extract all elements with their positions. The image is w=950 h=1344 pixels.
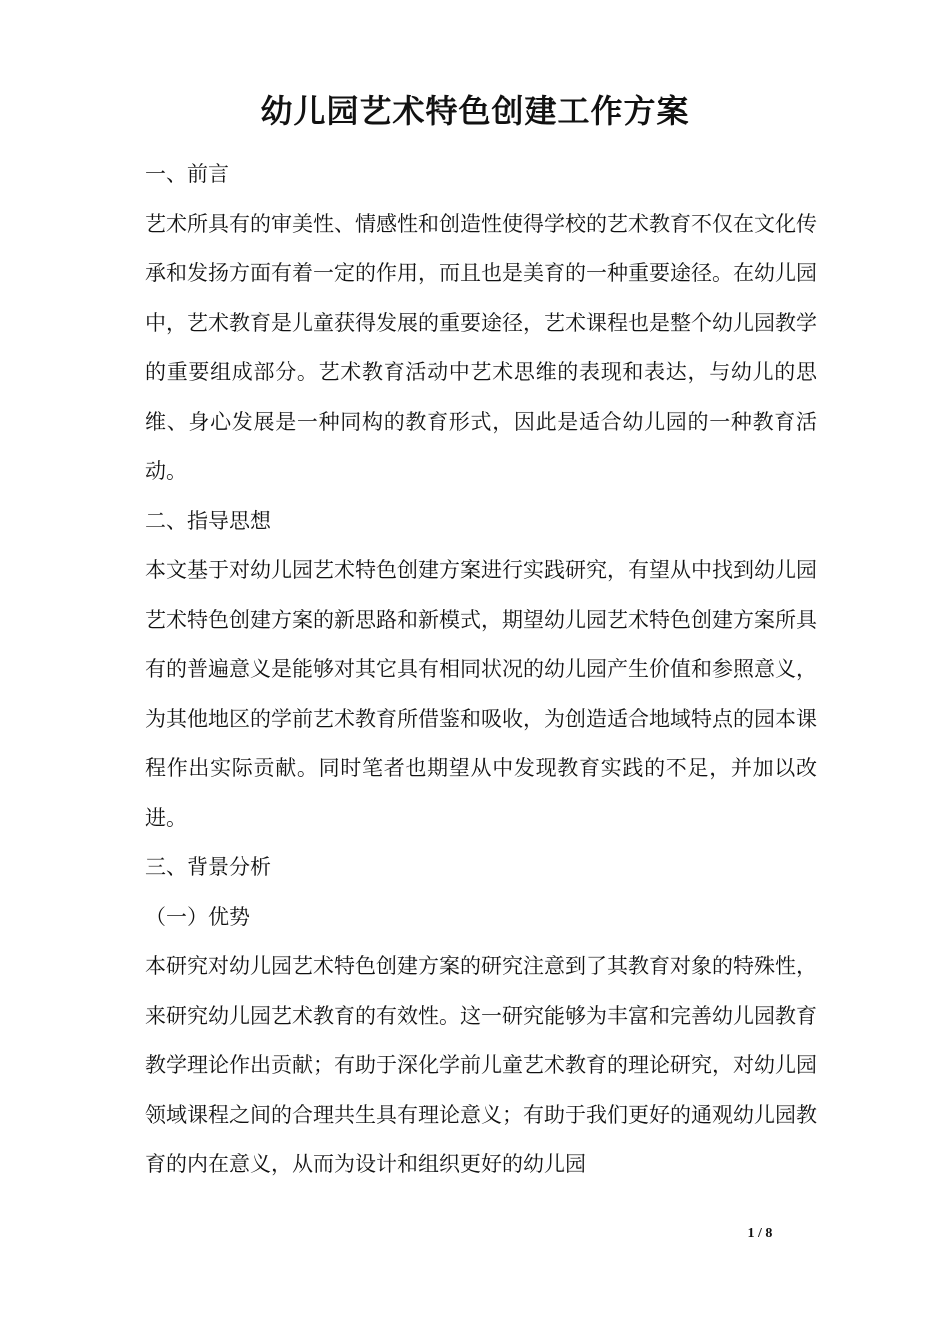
paragraph-guiding-ideology: 本文基于对幼儿园艺术特色创建方案进行实践研究，有望从中找到幼儿园艺术特色创建方案的新思路和新模式，期望幼儿园艺术特色创建方案所具有的普遍意义是能够对其它具有相同状况的幼儿园产生价值和参照意义，为其他地区的学前艺术教育所借鉴和吸收，为创造适合地域特点的园本课程作出实际贡献。同时笔者也期望从中发现教育实践的不足，并加以改进。 — [145, 558, 817, 830]
paragraph-advantages: 本研究对幼儿园艺术特色创建方案的研究注意到了其教育对象的特殊性，来研究幼儿园艺术教育的有效性。这一研究能够为丰富和完善幼儿园教育教学理论作出贡献；有助于深化学前儿童艺术教育的理论研究，对幼儿园领域课程之间的合理共生具有理论意义；有助于我们更好的通观幼儿园教育的内在意义，从而为设计和组织更好的幼儿园 — [145, 954, 817, 1176]
subsection-heading-advantages: （一）优势 — [145, 904, 250, 929]
section-heading-guiding-ideology: 二、指导思想 — [145, 508, 271, 533]
document-title: 幼儿园艺术特色创建工作方案 — [260, 92, 690, 130]
document-body — [145, 150, 817, 1190]
paragraph-preface: 艺术所具有的审美性、情感性和创造性使得学校的艺术教育不仅在文化传承和发扬方面有着一定的作用，而且也是美育的一种重要途径。在幼儿园中，艺术教育是儿童获得发展的重要途径，艺术课程也是整个幼儿园教学的重要组成部分。艺术教育活动中艺术思维的表现和表达，与幼儿的思维、身心发展是一种同构的教育形式，因此是适合幼儿园的一种教育活动。 — [145, 211, 817, 483]
page-number: 1 / 8 — [747, 1226, 773, 1241]
section-heading-background: 三、背景分析 — [145, 855, 271, 879]
section-heading-preface: 一、前言 — [145, 162, 229, 186]
